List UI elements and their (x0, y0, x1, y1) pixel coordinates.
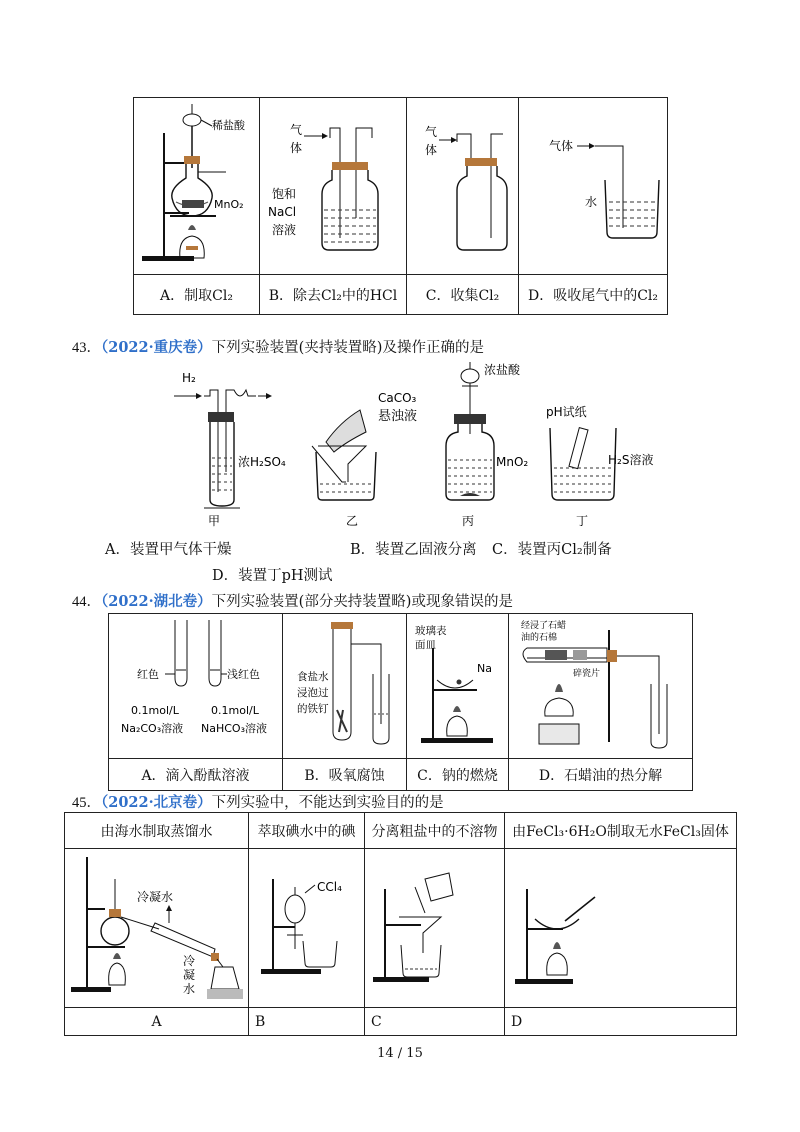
question-number: 45． (72, 795, 101, 811)
label-cond-water-2c: 水 (183, 982, 196, 996)
question-source: （2022·重庆卷） (101, 339, 212, 356)
q45-footer-b: B (249, 1008, 365, 1036)
cell-d-apparatus (519, 98, 668, 275)
label-ph-paper: pH试纸 (546, 405, 587, 419)
q44-cell-b (283, 614, 407, 759)
label-caco3: CaCO₃ (378, 391, 417, 405)
filtration-figure (365, 849, 505, 1003)
label-mno2-a: MnO₂ (214, 198, 244, 211)
option-c: C．装置丙Cl₂制备 (492, 542, 612, 558)
label-light-red: 浅红色 (227, 668, 260, 681)
label-gas-b2: 体 (290, 141, 303, 155)
q45-header-a: 由海水制取蒸馏水 (65, 813, 249, 849)
q44-cell-a (109, 614, 283, 759)
label-conc-h2so4: 浓H₂SO₄ (238, 455, 286, 469)
label-yi: 乙 (346, 514, 359, 528)
question-source: （2022·北京卷） (101, 794, 212, 811)
q44-caption-c: C．钠的燃烧 (407, 759, 509, 791)
label-gas-c1: 气 (425, 125, 438, 139)
q44-caption-d: D．石蜡油的热分解 (509, 759, 693, 791)
option-d: D．装置丁pH测试 (212, 568, 333, 584)
gas-collection-figure (407, 98, 519, 270)
sodium-combustion-figure (407, 614, 509, 754)
q45-cell-c (365, 849, 505, 1008)
label-red: 红色 (137, 668, 159, 681)
question-44-stem (72, 590, 513, 611)
q45-header-d: 由FeCl₃·6H₂O制取无水FeCl₃固体 (505, 813, 737, 849)
label-glass-1: 玻璃表 (415, 625, 447, 637)
extraction-figure (249, 849, 365, 1003)
question-text: 下列实验中，不能达到实验目的的是 (211, 795, 444, 811)
label-salt-3: 的铁钉 (297, 703, 329, 715)
label-gas-c2: 体 (425, 143, 438, 157)
caption-a: A．制取Cl₂ (134, 275, 260, 315)
phenolphthalein-tubes-figure (109, 614, 283, 754)
question-43-stem (72, 336, 484, 357)
label-porcelain: 碎瓷片 (573, 669, 601, 679)
question-text: 下列实验装置(夹持装置略)及操作正确的是 (211, 340, 484, 356)
label-mno2-c: MnO₂ (496, 455, 529, 469)
q45-cell-a (65, 849, 249, 1008)
label-gas-d: 气体 (549, 139, 574, 153)
label-conc-2: 0.1mol/L (211, 704, 259, 717)
q45-header-c: 分离粗盐中的不溶物 (365, 813, 505, 849)
q44-cell-c (407, 614, 509, 759)
label-conc-1: 0.1mol/L (131, 704, 179, 717)
label-h2s: H₂S溶液 (608, 453, 654, 467)
label-jia: 甲 (208, 514, 221, 528)
q45-footer-c: C (365, 1008, 505, 1036)
label-conc-hcl: 浓盐酸 (484, 363, 521, 377)
tail-gas-absorption-figure (519, 98, 668, 270)
label-h2: H₂ (182, 371, 196, 385)
q45-header-b: 萃取碘水中的碘 (249, 813, 365, 849)
label-cond-water-1: 冷凝水 (137, 890, 174, 904)
q45-footer-d: D (505, 1008, 737, 1036)
label-ding: 丁 (576, 514, 589, 528)
question-number: 44． (72, 594, 101, 610)
label-suspension: 悬浊液 (378, 409, 418, 424)
caption-b: B．除去Cl₂中的HCl (260, 275, 407, 315)
q45-footer-a: A (65, 1008, 249, 1036)
q45-cell-b (249, 849, 365, 1008)
page-number: 14 / 15 (377, 1046, 423, 1061)
caption-d: D．吸收尾气中的Cl₂ (519, 275, 668, 315)
evaporation-figure (505, 849, 737, 1003)
label-salt-2: 浸泡过 (297, 687, 329, 699)
label-solution: 溶液 (272, 223, 297, 237)
question-45-stem (72, 791, 444, 812)
q45-table (64, 812, 737, 1036)
q44-cell-d (509, 614, 693, 759)
q44-caption-a: A．滴入酚酞溶液 (109, 759, 283, 791)
apparatus-table-top (133, 97, 668, 315)
caption-c: C．收集Cl₂ (407, 275, 519, 315)
label-bing: 丙 (462, 514, 475, 528)
cell-a-apparatus (134, 98, 260, 275)
label-paraffin-2: 油的石棉 (521, 633, 558, 643)
option-a: A．装置甲气体干燥 (105, 542, 232, 558)
q44-table (108, 613, 693, 791)
label-glass-2: 面皿 (415, 639, 436, 651)
label-cond-water-2a: 冷 (183, 954, 196, 968)
label-saturated: 饱和 (272, 187, 297, 201)
label-salt-1: 食盐水 (297, 671, 329, 683)
label-dilute-hcl: 稀盐酸 (212, 119, 245, 132)
label-nacl: NaCl (268, 205, 297, 219)
label-water-d: 水 (585, 195, 598, 209)
label-gas-b1: 气 (290, 123, 303, 137)
label-paraffin-1: 经浸了石蜡 (521, 621, 567, 631)
label-nahco3: NaHCO₃溶液 (201, 722, 267, 735)
cell-b-apparatus (260, 98, 407, 275)
question-source: （2022·湖北卷） (101, 593, 212, 610)
question-number: 43． (72, 340, 101, 356)
label-na: Na (477, 662, 492, 675)
question-text: 下列实验装置(部分夹持装置略)或现象错误的是 (211, 594, 513, 610)
label-na2co3: Na₂CO₃溶液 (121, 722, 184, 735)
label-cond-water-2b: 凝 (183, 968, 196, 982)
oxygen-corrosion-figure (283, 614, 407, 754)
q43-apparatus-figure (170, 362, 670, 532)
paraffin-cracking-figure (509, 614, 693, 754)
q44-caption-b: B．吸氧腐蚀 (283, 759, 407, 791)
option-b: B．装置乙固液分离 (350, 542, 477, 558)
chlorine-generator-figure (134, 98, 260, 270)
cell-c-apparatus (407, 98, 519, 275)
distillation-figure (65, 849, 249, 1003)
q45-cell-d (505, 849, 737, 1008)
label-ccl4: CCl₄ (317, 880, 342, 894)
wash-bottle-figure (260, 98, 407, 270)
